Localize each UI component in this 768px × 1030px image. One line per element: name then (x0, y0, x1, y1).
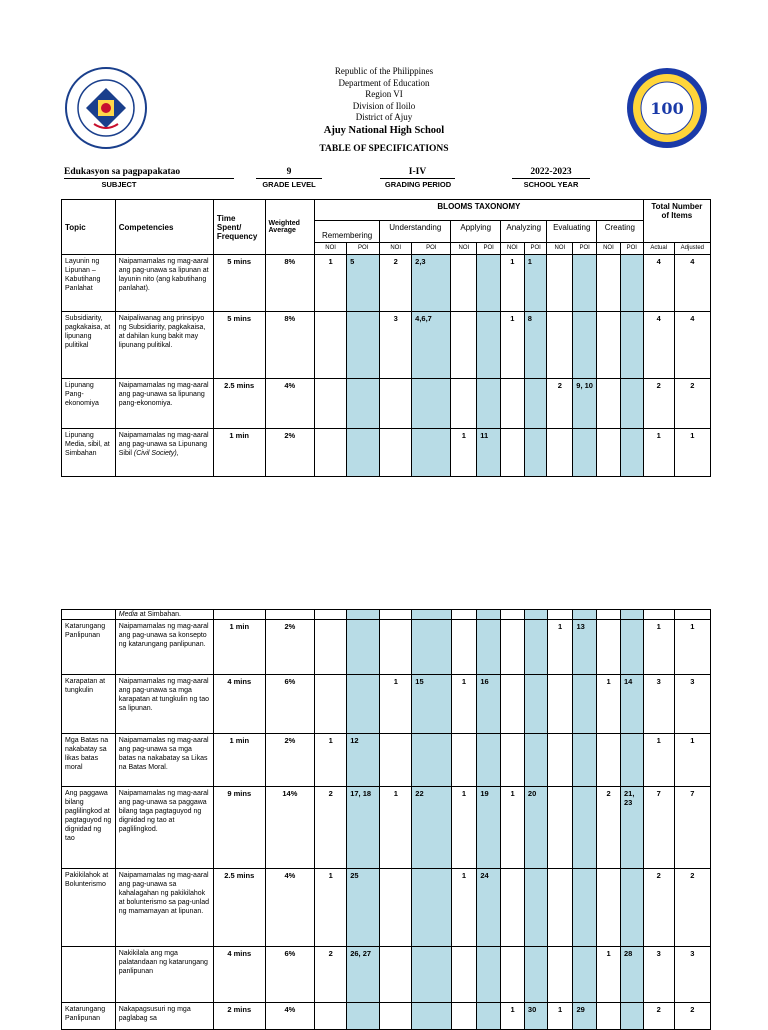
poi-cell (347, 675, 380, 734)
time-cell: 1 min (213, 734, 265, 787)
table-row (62, 255, 711, 312)
competency-cell (115, 312, 213, 379)
poi-cell (477, 312, 501, 379)
col-noi: NOI (451, 243, 477, 255)
table-row (62, 379, 711, 429)
header-line-1: Republic of the Philippines (334, 66, 434, 76)
noi-cell (380, 610, 412, 620)
noi-cell (315, 1003, 347, 1030)
poi-cell (524, 675, 547, 734)
adjusted-cell (674, 610, 710, 620)
header-line-2: Department of Education (338, 77, 430, 88)
topic-cell: Katarungang Panlipunan (62, 620, 116, 675)
topic-cell: Layunin ng Lipunan – Kabutihang Panlahat (62, 255, 116, 312)
noi-cell (380, 947, 412, 1003)
col-poi: POI (412, 243, 451, 255)
actual-cell: 2 (643, 869, 674, 947)
topic-cell: Lipunang Media, sibil, at Simbahan (62, 429, 116, 477)
poi-cell: 20 (524, 787, 547, 869)
adjusted-cell: 4 (674, 312, 710, 379)
col-creating: Creating (597, 221, 644, 243)
competency-italic: (Civil Society), (133, 450, 179, 457)
col-noi: NOI (501, 243, 525, 255)
competency-cell (115, 734, 213, 787)
poi-cell: 24 (477, 869, 501, 947)
col-poi: POI (620, 243, 643, 255)
col-blooms: BLOOMS TAXONOMY (315, 200, 644, 221)
competency-cell (115, 255, 213, 312)
poi-cell (573, 675, 597, 734)
poi-cell: 9, 10 (573, 379, 597, 429)
poi-cell (573, 947, 597, 1003)
grade-value: 9 (256, 167, 322, 179)
poi-cell: 1 (524, 255, 547, 312)
poi-cell (573, 429, 597, 477)
weighted-average-cell: 8% (265, 255, 315, 312)
noi-cell (315, 675, 347, 734)
noi-cell: 1 (597, 947, 621, 1003)
poi-cell (524, 869, 547, 947)
col-adjusted: Adjusted (674, 243, 710, 255)
noi-cell (547, 255, 573, 312)
noi-cell: 1 (547, 1003, 573, 1030)
noi-cell: 1 (501, 312, 525, 379)
weighted-average-cell: 2% (265, 429, 315, 477)
table-row (62, 675, 711, 734)
competency-text: Naipamamalas ng mag-aaral ang pag-unawa sa paggawa bilang taga pagtaguyod ng dignidad ng tao at paglilingkod. (118, 790, 209, 833)
adjusted-cell: 2 (674, 1003, 710, 1030)
noi-cell (547, 787, 573, 869)
table-row (62, 947, 711, 1003)
competency-cell (115, 947, 213, 1003)
competency-text: Naipamamalas ng mag-aaral ang pag-unawa sa lipunan at layunin nito (ang kabutihang panlahat). (118, 258, 209, 292)
competency-text: Naipaliwanag ang prinsipyo ng Subsidiarity, pagkakaisa, at dahilan kung bakit may lipunang pulitikal. (118, 315, 206, 349)
noi-cell: 3 (380, 312, 412, 379)
noi-cell (597, 734, 621, 787)
time-cell: 5 mins (213, 255, 265, 312)
topic-cell (62, 947, 116, 1003)
weighted-average-cell: 6% (265, 675, 315, 734)
noi-cell (451, 1003, 477, 1030)
actual-cell: 4 (643, 255, 674, 312)
competency-cell (115, 675, 213, 734)
topic-cell: Pakikilahok at Bolunterismo (62, 869, 116, 947)
poi-cell (477, 379, 501, 429)
actual-cell: 1 (643, 429, 674, 477)
poi-cell (412, 1003, 451, 1030)
adjusted-cell: 2 (674, 869, 710, 947)
specifications-table-page-1 (61, 199, 711, 477)
noi-cell: 1 (451, 429, 477, 477)
poi-cell (477, 620, 501, 675)
adjusted-cell: 2 (674, 379, 710, 429)
noi-cell (380, 429, 412, 477)
col-topic: Topic (62, 200, 116, 255)
col-weighted: Weighted Average (265, 200, 315, 255)
poi-cell (621, 734, 644, 787)
noi-cell (451, 255, 477, 312)
adjusted-cell: 3 (674, 947, 710, 1003)
adjusted-cell: 1 (674, 429, 710, 477)
noi-cell (380, 869, 412, 947)
period-value: I-IV (380, 167, 455, 179)
time-cell: 1 min (213, 429, 265, 477)
poi-cell: 30 (524, 1003, 547, 1030)
poi-cell: 14 (621, 675, 644, 734)
school-seal-badge: 100 (650, 99, 684, 118)
school-name: Ajuy National High School (323, 124, 445, 136)
competency-text: Naipamamalas ng mag-aaral ang pag-unawa sa mga karapatan at tungkulin ng tao sa lipunan. (118, 678, 210, 712)
noi-cell (597, 1003, 621, 1030)
poi-cell (477, 947, 501, 1003)
time-cell: 4 mins (213, 675, 265, 734)
competency-text: Naipamamalas ng mag-aaral ang pag-unawa sa Lipunang Sibil (118, 432, 209, 457)
poi-cell (621, 1003, 644, 1030)
noi-cell (451, 620, 477, 675)
header-line-3: Region VI (365, 89, 403, 99)
subject-label: SUBJECT (101, 180, 137, 189)
weighted-average-cell: 4% (265, 869, 315, 947)
competency-text: Naipamamalas ng mag-aaral ang pag-unawa sa lipunang pang-ekonomiya. (118, 382, 209, 407)
poi-cell: 15 (412, 675, 451, 734)
noi-cell: 1 (501, 255, 525, 312)
noi-cell (451, 947, 477, 1003)
competency-text: Nakapagsusuri ng mga paglabag sa (118, 1006, 191, 1022)
poi-cell (573, 734, 597, 787)
time-cell: 1 min (213, 620, 265, 675)
table-row (62, 1003, 711, 1030)
poi-cell (347, 1003, 380, 1030)
topic-cell: Karapatan at tungkulin (62, 675, 116, 734)
poi-cell: 4,6,7 (412, 312, 451, 379)
time-cell: 4 mins (213, 947, 265, 1003)
col-poi: POI (347, 243, 380, 255)
time-cell: 2.5 mins (213, 869, 265, 947)
poi-cell (573, 610, 597, 620)
noi-cell (597, 255, 621, 312)
poi-cell (477, 1003, 501, 1030)
poi-cell (412, 947, 451, 1003)
noi-cell (597, 379, 621, 429)
poi-cell (573, 869, 597, 947)
poi-cell (347, 620, 380, 675)
adjusted-cell: 4 (674, 255, 710, 312)
poi-cell (477, 610, 501, 620)
col-actual: Actual (643, 243, 674, 255)
poi-cell (412, 620, 451, 675)
poi-cell: 25 (347, 869, 380, 947)
specifications-table-page-2 (61, 609, 711, 1030)
noi-cell (547, 947, 573, 1003)
col-noi: NOI (597, 243, 621, 255)
competency-cell (115, 610, 213, 620)
weighted-average-cell: 6% (265, 947, 315, 1003)
noi-cell: 2 (547, 379, 573, 429)
noi-cell (501, 620, 525, 675)
noi-cell (597, 312, 621, 379)
poi-cell (620, 379, 643, 429)
weighted-average-cell: 2% (265, 734, 315, 787)
noi-cell (315, 379, 347, 429)
competency-cell (115, 869, 213, 947)
poi-cell: 22 (412, 787, 451, 869)
poi-cell (620, 255, 643, 312)
poi-cell (347, 379, 380, 429)
poi-cell: 5 (347, 255, 380, 312)
poi-cell: 21, 23 (621, 787, 644, 869)
poi-cell (412, 379, 451, 429)
noi-cell: 2 (380, 255, 412, 312)
noi-cell (315, 610, 347, 620)
poi-cell (347, 429, 380, 477)
noi-cell (597, 869, 621, 947)
poi-cell (412, 869, 451, 947)
noi-cell (597, 610, 621, 620)
col-analyzing: Analyzing (501, 221, 547, 243)
noi-cell (501, 869, 525, 947)
poi-cell (524, 429, 547, 477)
poi-cell (621, 610, 644, 620)
time-cell: 5 mins (213, 312, 265, 379)
poi-cell: 26, 27 (347, 947, 380, 1003)
weighted-average-cell: 4% (265, 379, 315, 429)
noi-cell (451, 312, 477, 379)
noi-cell (380, 379, 412, 429)
competency-text: Naipamamalas ng mag-aaral ang pag-unawa sa konsepto ng katarungang panlipunan. (118, 623, 209, 648)
noi-cell (547, 869, 573, 947)
poi-cell (573, 787, 597, 869)
poi-cell: 16 (477, 675, 501, 734)
col-understanding: Understanding (380, 221, 451, 243)
competency-cell (115, 429, 213, 477)
subject-value: Edukasyon sa pagpapakatao (64, 167, 234, 179)
noi-cell (315, 312, 347, 379)
poi-cell: 19 (477, 787, 501, 869)
noi-cell: 2 (315, 947, 347, 1003)
competency-cell (115, 620, 213, 675)
noi-cell: 1 (380, 675, 412, 734)
table-body-2 (62, 610, 711, 1030)
noi-cell (547, 675, 573, 734)
table-row (62, 312, 711, 379)
noi-cell: 1 (315, 869, 347, 947)
actual-cell: 3 (643, 675, 674, 734)
poi-cell: 28 (621, 947, 644, 1003)
noi-cell (547, 734, 573, 787)
poi-cell: 2,3 (412, 255, 451, 312)
poi-cell (477, 734, 501, 787)
noi-cell: 1 (501, 1003, 525, 1030)
noi-cell (597, 429, 621, 477)
noi-cell: 1 (501, 787, 525, 869)
noi-cell: 1 (547, 620, 573, 675)
poi-cell: 12 (347, 734, 380, 787)
actual-cell (643, 610, 674, 620)
col-remembering: Remembering (315, 221, 380, 243)
topic-cell (62, 610, 116, 620)
poi-cell: 11 (477, 429, 501, 477)
document-title: TABLE OF SPECIFICATIONS (319, 144, 449, 154)
poi-cell (524, 734, 547, 787)
noi-cell (501, 947, 525, 1003)
actual-cell: 4 (643, 312, 674, 379)
noi-cell (451, 610, 477, 620)
actual-cell: 1 (643, 620, 674, 675)
col-noi: NOI (380, 243, 412, 255)
period-label: GRADING PERIOD (384, 180, 452, 189)
noi-cell (315, 620, 347, 675)
poi-cell: 13 (573, 620, 597, 675)
poi-cell (620, 429, 643, 477)
time-cell (213, 610, 265, 620)
year-value: 2022-2023 (512, 167, 590, 179)
noi-cell (380, 734, 412, 787)
poi-cell (412, 429, 451, 477)
noi-cell: 1 (315, 734, 347, 787)
col-poi: POI (524, 243, 547, 255)
noi-cell (547, 312, 573, 379)
time-cell: 9 mins (213, 787, 265, 869)
actual-cell: 1 (643, 734, 674, 787)
col-noi: NOI (315, 243, 347, 255)
noi-cell: 1 (451, 787, 477, 869)
continuation-italic: Media (118, 611, 138, 618)
competency-cell (115, 379, 213, 429)
time-cell: 2.5 mins (213, 379, 265, 429)
noi-cell (547, 610, 573, 620)
poi-cell (524, 379, 547, 429)
poi-cell (524, 947, 547, 1003)
topic-cell: Ang paggawa bilang paglilingkod at pagtaguyod ng dignidad ng tao (62, 787, 116, 869)
adjusted-cell: 1 (674, 620, 710, 675)
poi-cell (621, 869, 644, 947)
weighted-average-cell: 2% (265, 620, 315, 675)
poi-cell (524, 610, 547, 620)
wa-cell (265, 610, 315, 620)
poi-cell: 8 (524, 312, 547, 379)
poi-cell (347, 610, 380, 620)
noi-cell (380, 620, 412, 675)
actual-cell: 2 (643, 379, 674, 429)
competency-cell (115, 1003, 213, 1030)
col-poi: POI (573, 243, 597, 255)
noi-cell: 1 (315, 255, 347, 312)
col-poi: POI (477, 243, 501, 255)
header-line-5: District of Ajuy (355, 112, 413, 122)
noi-cell: 1 (451, 869, 477, 947)
noi-cell: 1 (597, 675, 621, 734)
noi-cell: 2 (597, 787, 621, 869)
noi-cell (451, 379, 477, 429)
poi-cell (621, 620, 644, 675)
noi-cell: 1 (451, 675, 477, 734)
noi-cell (501, 379, 525, 429)
continuation-text: at Simbahan. (137, 611, 182, 618)
poi-cell (620, 312, 643, 379)
col-noi: NOI (547, 243, 573, 255)
poi-cell (524, 620, 547, 675)
actual-cell: 2 (643, 1003, 674, 1030)
table-row (62, 734, 711, 787)
col-total: Total Number of Items (643, 200, 710, 243)
weighted-average-cell: 8% (265, 312, 315, 379)
noi-cell: 1 (380, 787, 412, 869)
table-row (62, 787, 711, 869)
topic-cell: Katarungang Panlipunan (62, 1003, 116, 1030)
table-row (62, 620, 711, 675)
poi-cell: 29 (573, 1003, 597, 1030)
table-row (62, 610, 711, 620)
poi-cell (412, 610, 451, 620)
col-competencies: Competencies (115, 200, 213, 255)
poi-cell (347, 312, 380, 379)
noi-cell (547, 429, 573, 477)
poi-cell (573, 255, 597, 312)
weighted-average-cell: 4% (265, 1003, 315, 1030)
competency-cell (115, 787, 213, 869)
noi-cell (380, 1003, 412, 1030)
table-body-1 (62, 255, 711, 477)
competency-text: Naipamamalas ng mag-aaral ang pag-unawa sa mga batas na nakabatay sa Likas na Batas Moral. (118, 737, 209, 771)
noi-cell (597, 620, 621, 675)
grade-label: GRADE LEVEL (262, 180, 316, 189)
document-header (0, 66, 768, 156)
competency-text: Naipamamalas ng mag-aaral ang pag-unawa sa kahalagahan ng pakikilahok at bolunterismo sa pag-unlad ng mamamayan at lipunan. (118, 872, 210, 915)
table-row (62, 429, 711, 477)
noi-cell: 2 (315, 787, 347, 869)
poi-cell (477, 255, 501, 312)
noi-cell (501, 675, 525, 734)
col-time: Time Spent/ Frequency (213, 200, 265, 255)
topic-cell: Subsidiarity, pagkakaisa, at lipunang pulitikal (62, 312, 116, 379)
adjusted-cell: 1 (674, 734, 710, 787)
weighted-average-cell: 14% (265, 787, 315, 869)
noi-cell (451, 734, 477, 787)
time-cell: 2 mins (213, 1003, 265, 1030)
year-label: SCHOOL YEAR (523, 180, 579, 189)
col-applying: Applying (451, 221, 501, 243)
adjusted-cell: 3 (674, 675, 710, 734)
competency-text: Nakikilala ang mga palatandaan ng katarungang panlipunan (118, 950, 208, 975)
noi-cell (501, 734, 525, 787)
actual-cell: 7 (643, 787, 674, 869)
adjusted-cell: 7 (674, 787, 710, 869)
poi-cell (573, 312, 597, 379)
poi-cell (412, 734, 451, 787)
table-row (62, 869, 711, 947)
topic-cell: Lipunang Pang-ekonomiya (62, 379, 116, 429)
noi-cell (315, 429, 347, 477)
noi-cell (501, 610, 525, 620)
actual-cell: 3 (643, 947, 674, 1003)
col-evaluating: Evaluating (547, 221, 597, 243)
poi-cell: 17, 18 (347, 787, 380, 869)
noi-cell (501, 429, 525, 477)
topic-cell: Mga Batas na nakabatay sa likas batas moral (62, 734, 116, 787)
header-line-4: Division of Iloilo (352, 100, 416, 111)
